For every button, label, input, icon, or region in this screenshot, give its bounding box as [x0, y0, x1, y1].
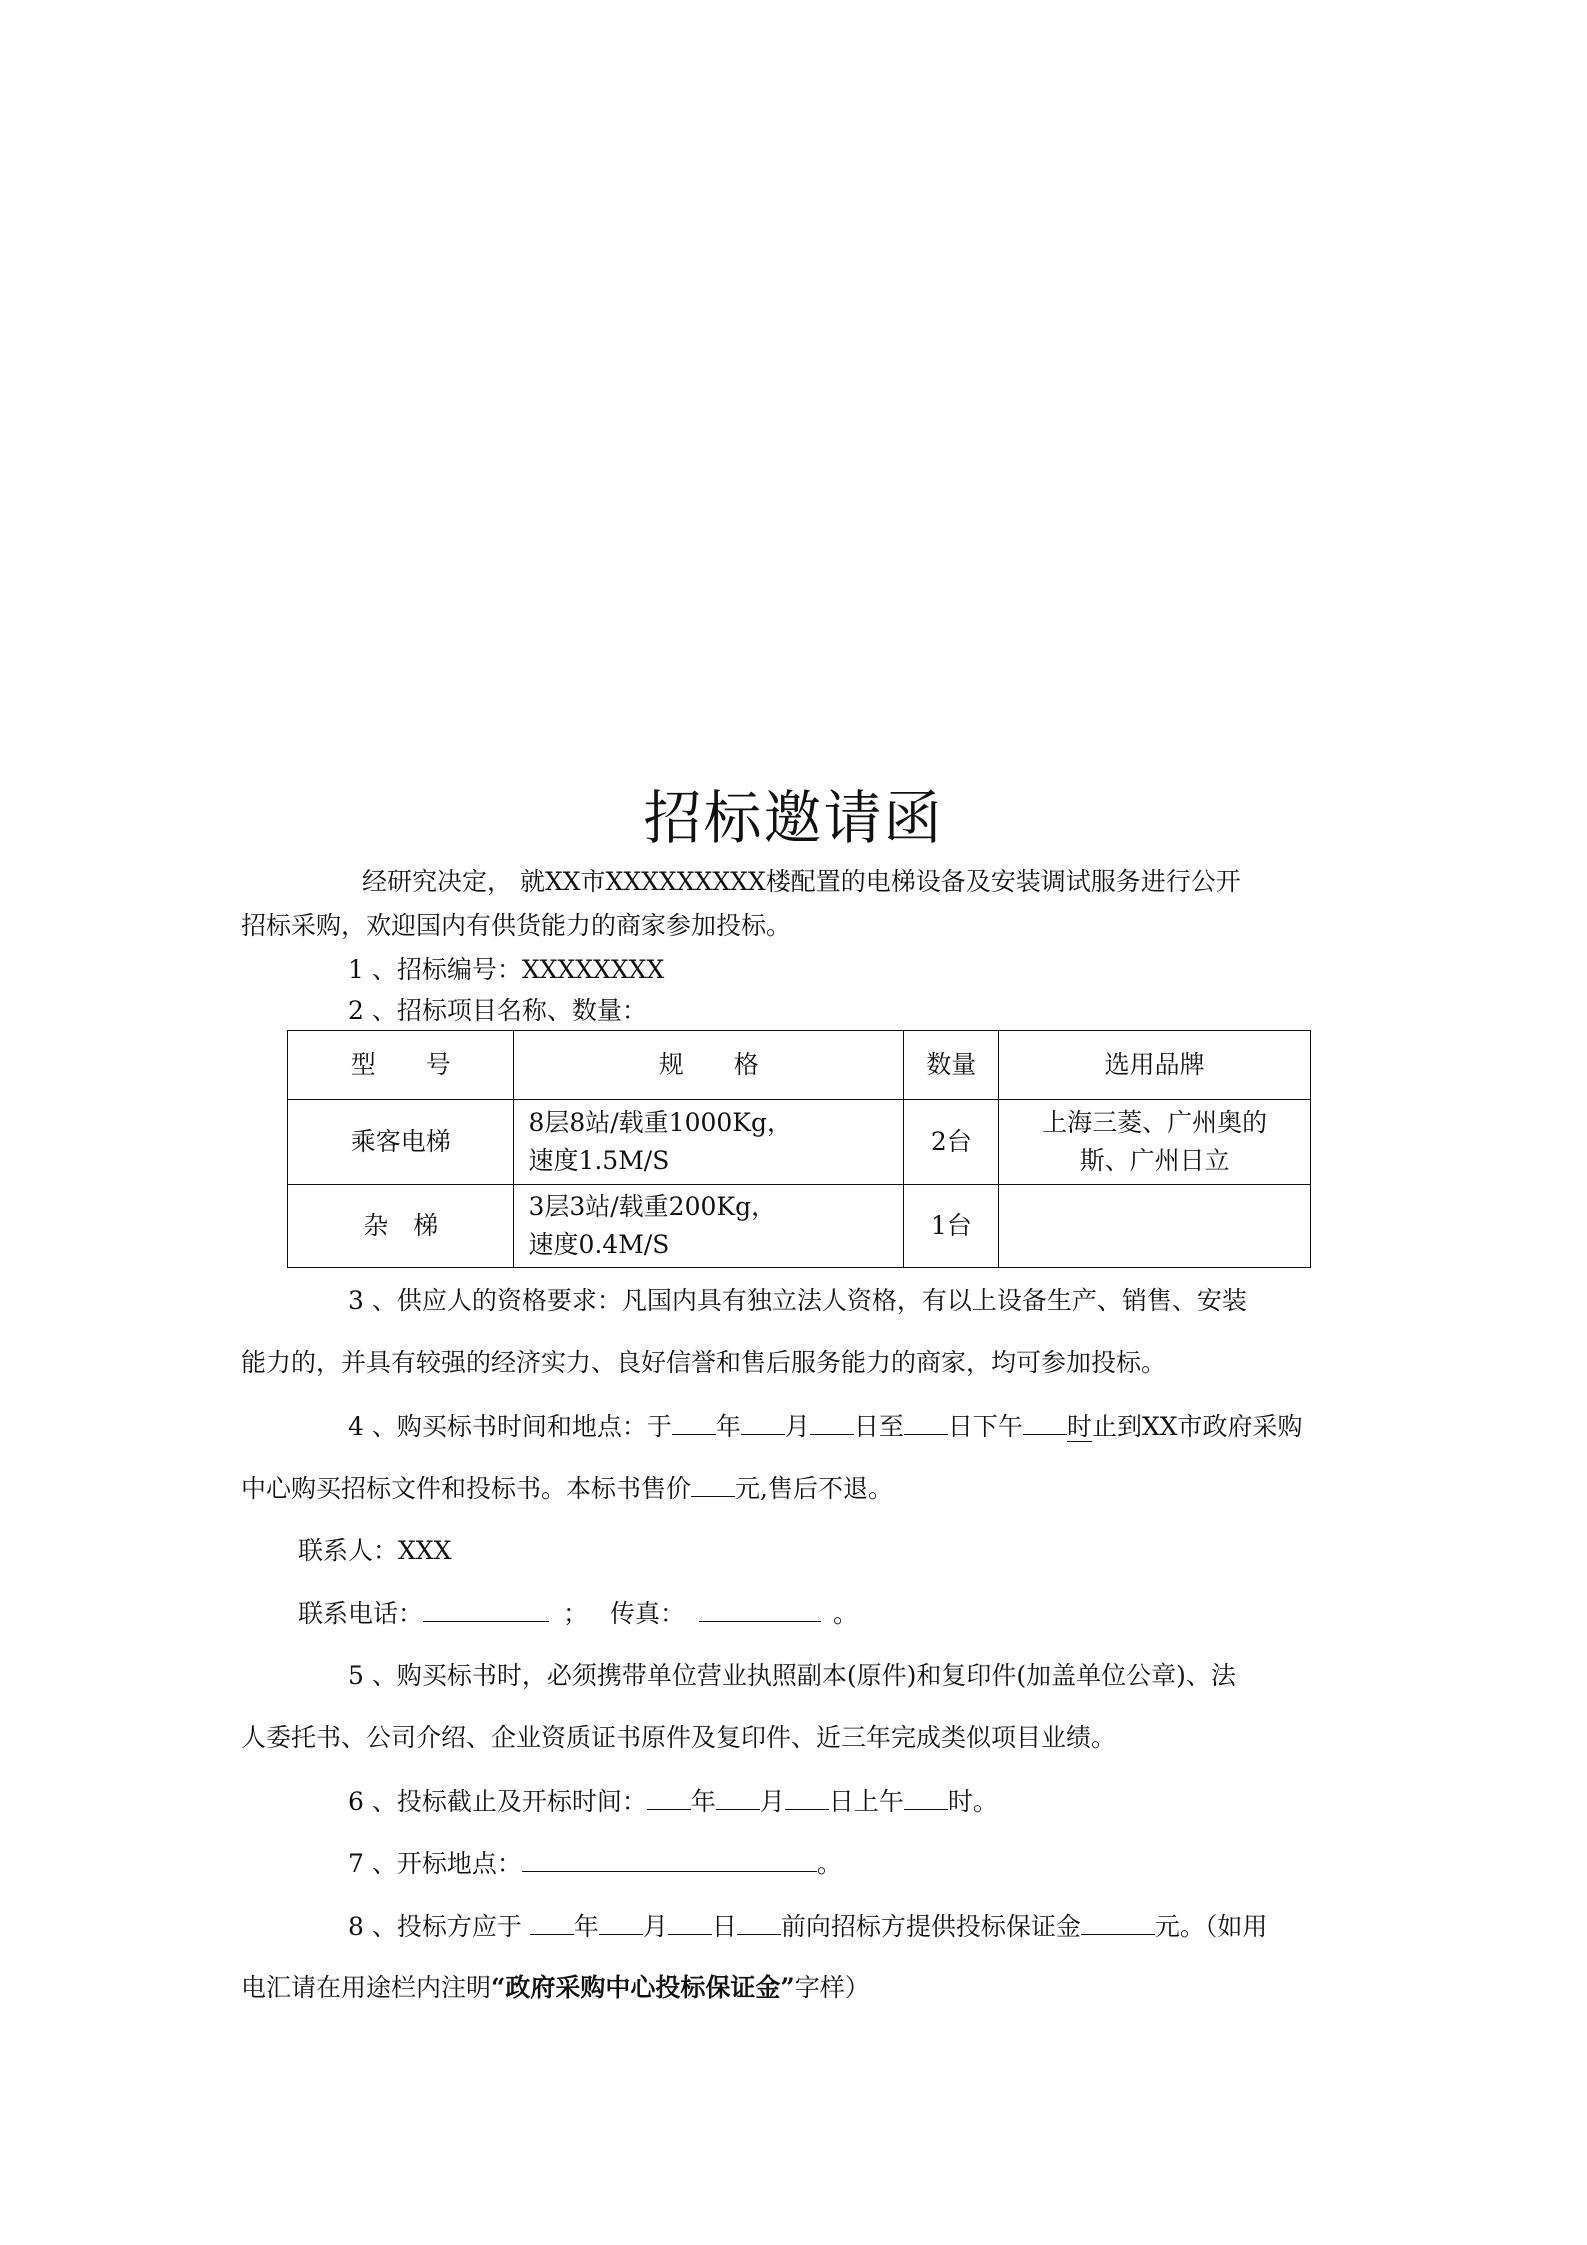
brand-line: 斯、广州日立 — [1079, 1146, 1230, 1175]
blank-hour — [904, 1783, 948, 1810]
header-qty: 数量 — [904, 1031, 999, 1100]
item-6-month: 月 — [759, 1787, 785, 1816]
item-7-line — [348, 1845, 842, 1882]
fax-period: 。 — [833, 1599, 859, 1628]
header-spec: 规 格 — [514, 1031, 904, 1100]
spec-line: 3层3站/载重200Kg， — [528, 1192, 777, 1221]
item-6-hour: 时。 — [947, 1787, 998, 1816]
item-4-line-2 — [241, 1470, 893, 1507]
header-brand: 选用品牌 — [999, 1031, 1311, 1100]
cell-qty: 2台 — [904, 1100, 999, 1185]
item-3-line-1: 3 、供应人的资格要求：凡国内具有独立法人资格，有以上设备生产、销售、安装 — [348, 1286, 1247, 1315]
item-8-month: 月 — [642, 1912, 668, 1941]
brand-line: 上海三菱、广州奥的 — [1042, 1108, 1268, 1137]
blank-hour — [1023, 1408, 1067, 1435]
page-title: 招标邀请函 — [643, 784, 944, 852]
blank-month — [716, 1783, 760, 1810]
blank-fax — [699, 1595, 821, 1622]
item-4-hour: 时 — [1066, 1412, 1092, 1441]
cell-qty: 1台 — [904, 1185, 999, 1268]
intro-line-2: 招标采购，欢迎国内有供货能力的商家参加投标。 — [241, 911, 792, 940]
item-6-day: 日上午 — [828, 1787, 904, 1816]
item-8-line-2-suffix: 字样） — [794, 1973, 870, 2002]
item-8-bold-remark: “政府采购中心投标保证金” — [491, 1973, 795, 2002]
cell-model: 乘客电梯 — [288, 1100, 514, 1185]
item-5-line-2: 人委托书、公司介绍、企业资质证书原件及复印件、近三年完成类似项目业绩。 — [241, 1723, 1117, 1752]
cell-spec — [514, 1100, 904, 1185]
item-4-month: 月 — [784, 1412, 810, 1441]
item-7-suffix: 。 — [816, 1849, 842, 1878]
item-8-line-1 — [348, 1908, 1267, 1945]
blank-month — [599, 1908, 643, 1935]
item-7-prefix: 7 、开标地点： — [348, 1849, 522, 1878]
item-6-year: 年 — [690, 1787, 716, 1816]
blank-year — [672, 1408, 716, 1435]
blank-month — [741, 1408, 785, 1435]
item-3-line-2: 能力的，并具有较强的经济实力、良好信誉和售后服务能力的商家，均可参加投标。 — [241, 1348, 1167, 1377]
item-8-line-2-prefix: 电汇请在用途栏内注明 — [241, 1973, 492, 2002]
item-4-line-2-suffix: 元,售后不退。 — [735, 1474, 893, 1503]
table-row — [288, 1185, 1311, 1268]
blank-location — [522, 1845, 817, 1872]
item-8-mid: 前向招标方提供投标保证金 — [780, 1912, 1081, 1941]
item-8-year: 年 — [573, 1912, 599, 1941]
item-5-line-1: 5 、购买标书时，必须携带单位营业执照副本(原件)和复印件(加盖单位公章)、法 — [348, 1661, 1236, 1690]
contact-person: 联系人：XXX — [298, 1536, 452, 1565]
item-8-line-2 — [241, 1970, 870, 2006]
table-row — [288, 1100, 1311, 1185]
item-4-line-2-prefix: 中心购买招标文件和投标书。本标书售价 — [241, 1474, 692, 1503]
blank-day — [810, 1408, 854, 1435]
intro-line-1: 经研究决定， 就XX市XXXXXXXXX楼配置的电梯设备及安装调试服务进行公开 — [362, 867, 1241, 896]
contact-phone-fax — [298, 1595, 858, 1632]
fax-label: 传真： — [610, 1599, 686, 1628]
blank-day — [785, 1783, 829, 1810]
blank-year — [530, 1908, 574, 1935]
spec-line: 速度1.5M/S — [528, 1146, 670, 1175]
table-header-row — [288, 1031, 1311, 1100]
blank-time — [737, 1908, 781, 1935]
item-8-suffix: 元。（如用 — [1154, 1912, 1268, 1941]
spec-line: 速度0.4M/S — [528, 1230, 670, 1259]
item-6-prefix: 6 、投标截止及开标时间： — [348, 1787, 647, 1816]
blank-amount — [1081, 1908, 1155, 1935]
cell-brand — [999, 1185, 1311, 1268]
blank-day — [668, 1908, 712, 1935]
item-4-suffix: 止到XX市政府采购 — [1091, 1412, 1303, 1441]
item-6-line — [348, 1783, 998, 1820]
blank-year — [647, 1783, 691, 1810]
spec-line: 8层8站/载重1000Kg， — [528, 1108, 792, 1137]
phone-semicolon: ； — [563, 1599, 589, 1628]
item-4-line-1 — [348, 1408, 1303, 1445]
phone-label: 联系电话： — [298, 1599, 424, 1628]
item-4-prefix: 4 、购买标书时间和地点：于 — [348, 1412, 672, 1441]
item-4-day-pm: 日下午 — [947, 1412, 1023, 1441]
blank-phone — [423, 1595, 549, 1622]
cell-model: 杂 梯 — [288, 1185, 514, 1268]
items-table — [287, 1030, 1311, 1268]
blank-price — [691, 1470, 735, 1497]
item-8-day: 日 — [711, 1912, 737, 1941]
item-8-prefix: 8 、投标方应于 — [348, 1912, 530, 1941]
item-1-tender-number: 1 、招标编号：XXXXXXXX — [348, 955, 665, 984]
cell-spec — [514, 1185, 904, 1268]
cell-brand — [999, 1100, 1311, 1185]
item-4-day-to: 日至 — [853, 1412, 904, 1441]
header-model: 型 号 — [288, 1031, 514, 1100]
item-2-project-heading: 2 、招标项目名称、数量： — [348, 996, 647, 1025]
item-4-year: 年 — [715, 1412, 741, 1441]
blank-day — [904, 1408, 948, 1435]
